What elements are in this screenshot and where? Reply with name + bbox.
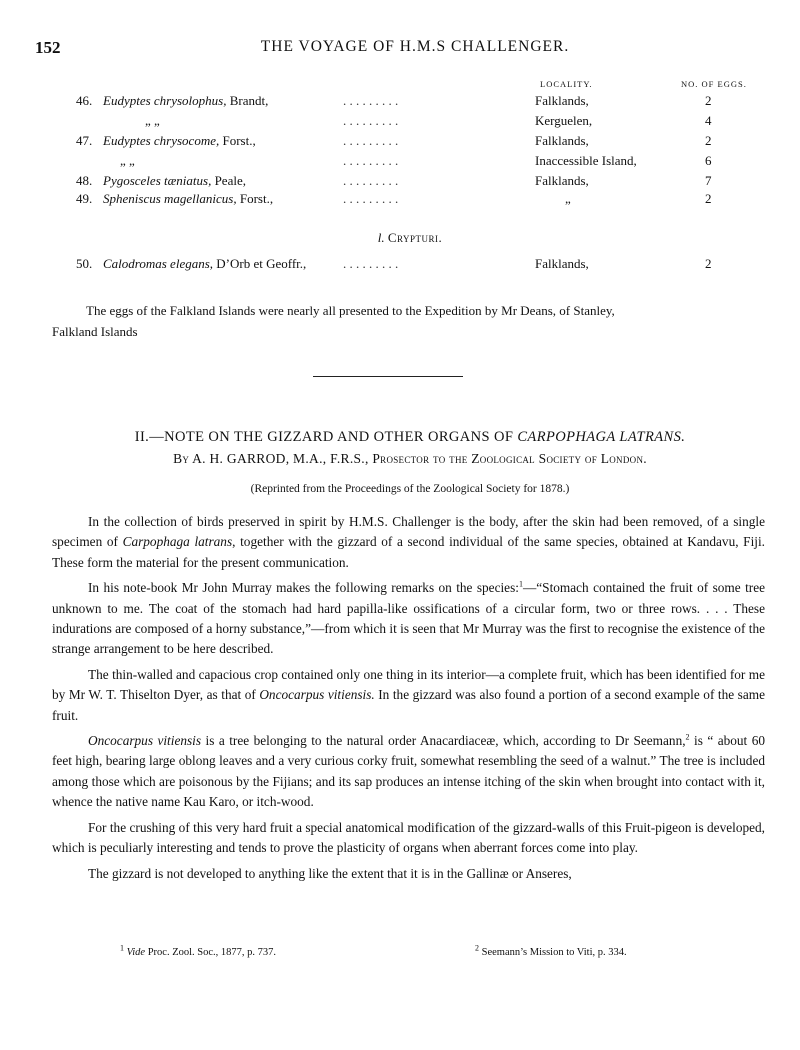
egg-count: 2 — [705, 191, 712, 206]
locality: Falklands, — [535, 173, 589, 188]
row-number: 48. — [76, 173, 93, 188]
species-name: Eudyptes chrysolophus, Brandt, — [103, 93, 269, 108]
ditto-marks: „ „ — [145, 113, 160, 128]
locality: „ — [565, 191, 571, 206]
species-name: Calodromas elegans, D’Orb et Geoffr., — [103, 256, 307, 271]
egg-count: 4 — [705, 113, 712, 128]
locality: Kerguelen, — [535, 113, 593, 128]
locality: Falklands, — [535, 256, 589, 271]
table-row — [0, 133, 800, 153]
egg-count: 2 — [705, 256, 712, 271]
table-row — [0, 153, 800, 173]
leader-dots: . . . . . . . . . — [343, 153, 399, 168]
paragraph: The thin-walled and capacious crop contained only one thing in its interior—a complete fruit, which has been identified for me by Mr W. T. Thiselton Dyer, as that of Oncocarpus vitiensis. In the gizzard was also found a portion of a second example of the same fruit. — [52, 666, 765, 723]
column-header-locality: LOCALITY. — [540, 79, 593, 89]
article-title: II.—NOTE ON THE GIZZARD AND OTHER ORGANS OF CARPOPHAGA LATRANS. — [134, 429, 686, 445]
species-name: Spheniscus magellanicus, Forst., — [103, 191, 274, 206]
row-number: 49. — [76, 191, 93, 206]
locality: Inaccessible Island, — [535, 153, 637, 168]
ditto-marks: „ „ — [120, 153, 135, 168]
paragraph: In the collection of birds preserved in spirit by H.M.S. Challenger is the body, after the skin had been removed, of a single specimen of Carpophaga latrans, together with the gizzard of a second individual of the same species, obtained at Kandavu, Fiji. These form the material for the present communication. — [52, 514, 765, 570]
locality: Falklands, — [535, 133, 589, 148]
page-number: 152 — [35, 38, 61, 57]
species-name: Pygosceles tæniatus, Peale, — [103, 173, 246, 188]
leader-dots: . . . . . . . . . — [343, 191, 399, 206]
footnote-2: $^2$ Seemann’s Mission to Viti, p. 334. — [475, 943, 627, 958]
paragraph: The gizzard is not developed to anything like the extent that it is in the Gallinæ or Anseres, — [88, 865, 572, 881]
locality: Falklands, — [535, 93, 589, 108]
section-divider — [313, 376, 463, 377]
leader-dots: . . . . . . . . . — [343, 133, 399, 148]
row-number: 50. — [76, 256, 93, 271]
paragraph: In his note-book Mr John Murray makes the following remarks on the species:$^1$—“Stomach contained the fruit of some tree unknown to me. The coat of the stomach had hard papilla-like ossifications of a circular form, two or three rows. . . . These indurations are composed of a horny substance,”—from which it is seen that Mr Murray was the first to recognise the existence of the strange arrangement to be here described. — [52, 579, 766, 657]
paragraph: For the crushing of this very hard fruit a special anatomical modification of the gizzard-walls of this Fruit-pigeon is developed, which is peculiarly interesting and tends to prove the plasticity of organs when aberrant forces come into play. — [52, 819, 765, 856]
article-body — [52, 512, 765, 889]
leader-dots: . . . . . . . . . — [343, 256, 399, 271]
table-row — [0, 173, 800, 193]
table-row — [0, 256, 800, 276]
article-byline: By A. H. GARROD, M.A., F.R.S., Prosector to the Zoological Society of London. — [173, 451, 647, 466]
egg-count: 6 — [705, 153, 712, 168]
footnote-1: $^1$ Vide Proc. Zool. Soc., 1877, p. 737. — [120, 943, 277, 958]
footnote-ref: 1 — [518, 579, 523, 589]
table-row — [0, 93, 800, 113]
table-row — [0, 113, 800, 133]
table-row — [0, 191, 800, 211]
group-subheading: l. Crypturi. — [377, 230, 443, 245]
running-title: THE VOYAGE OF H.M.S CHALLENGER. — [260, 38, 570, 55]
footnote-ref: 2 — [685, 732, 690, 742]
table-note: The eggs of the Falkland Islands were nearly all presented to the Expedition by Mr Deans, of Stanley, Falkland Islands — [52, 303, 615, 339]
egg-count: 2 — [705, 133, 712, 148]
paragraph: Oncocarpus vitiensis is a tree belonging to the natural order Anacardiaceæ, which, according to Dr Seemann,$^2$ is “ about 60 feet high, bearing large oblong leaves and a very curious corky fruit, somewhat resembling the seed of a walnut.” The tree is included among those which are poisonous by the Fijians; and its sap produces an intense itching of the skin when brought into contact with it, whence the native name Kau Karo, or itch-wood. — [52, 732, 766, 810]
leader-dots: . . . . . . . . . — [343, 113, 399, 128]
leader-dots: . . . . . . . . . — [343, 93, 399, 108]
row-number: 47. — [76, 133, 93, 148]
species-name: Eudyptes chrysocome, Forst., — [103, 133, 256, 148]
leader-dots: . . . . . . . . . — [343, 173, 399, 188]
reprint-note: (Reprinted from the Proceedings of the Zoological Society for 1878.) — [250, 483, 570, 495]
egg-count: 7 — [705, 173, 712, 188]
egg-count: 2 — [705, 93, 712, 108]
row-number: 46. — [76, 93, 93, 108]
column-header-eggs: NO. OF EGGS. — [681, 79, 747, 89]
